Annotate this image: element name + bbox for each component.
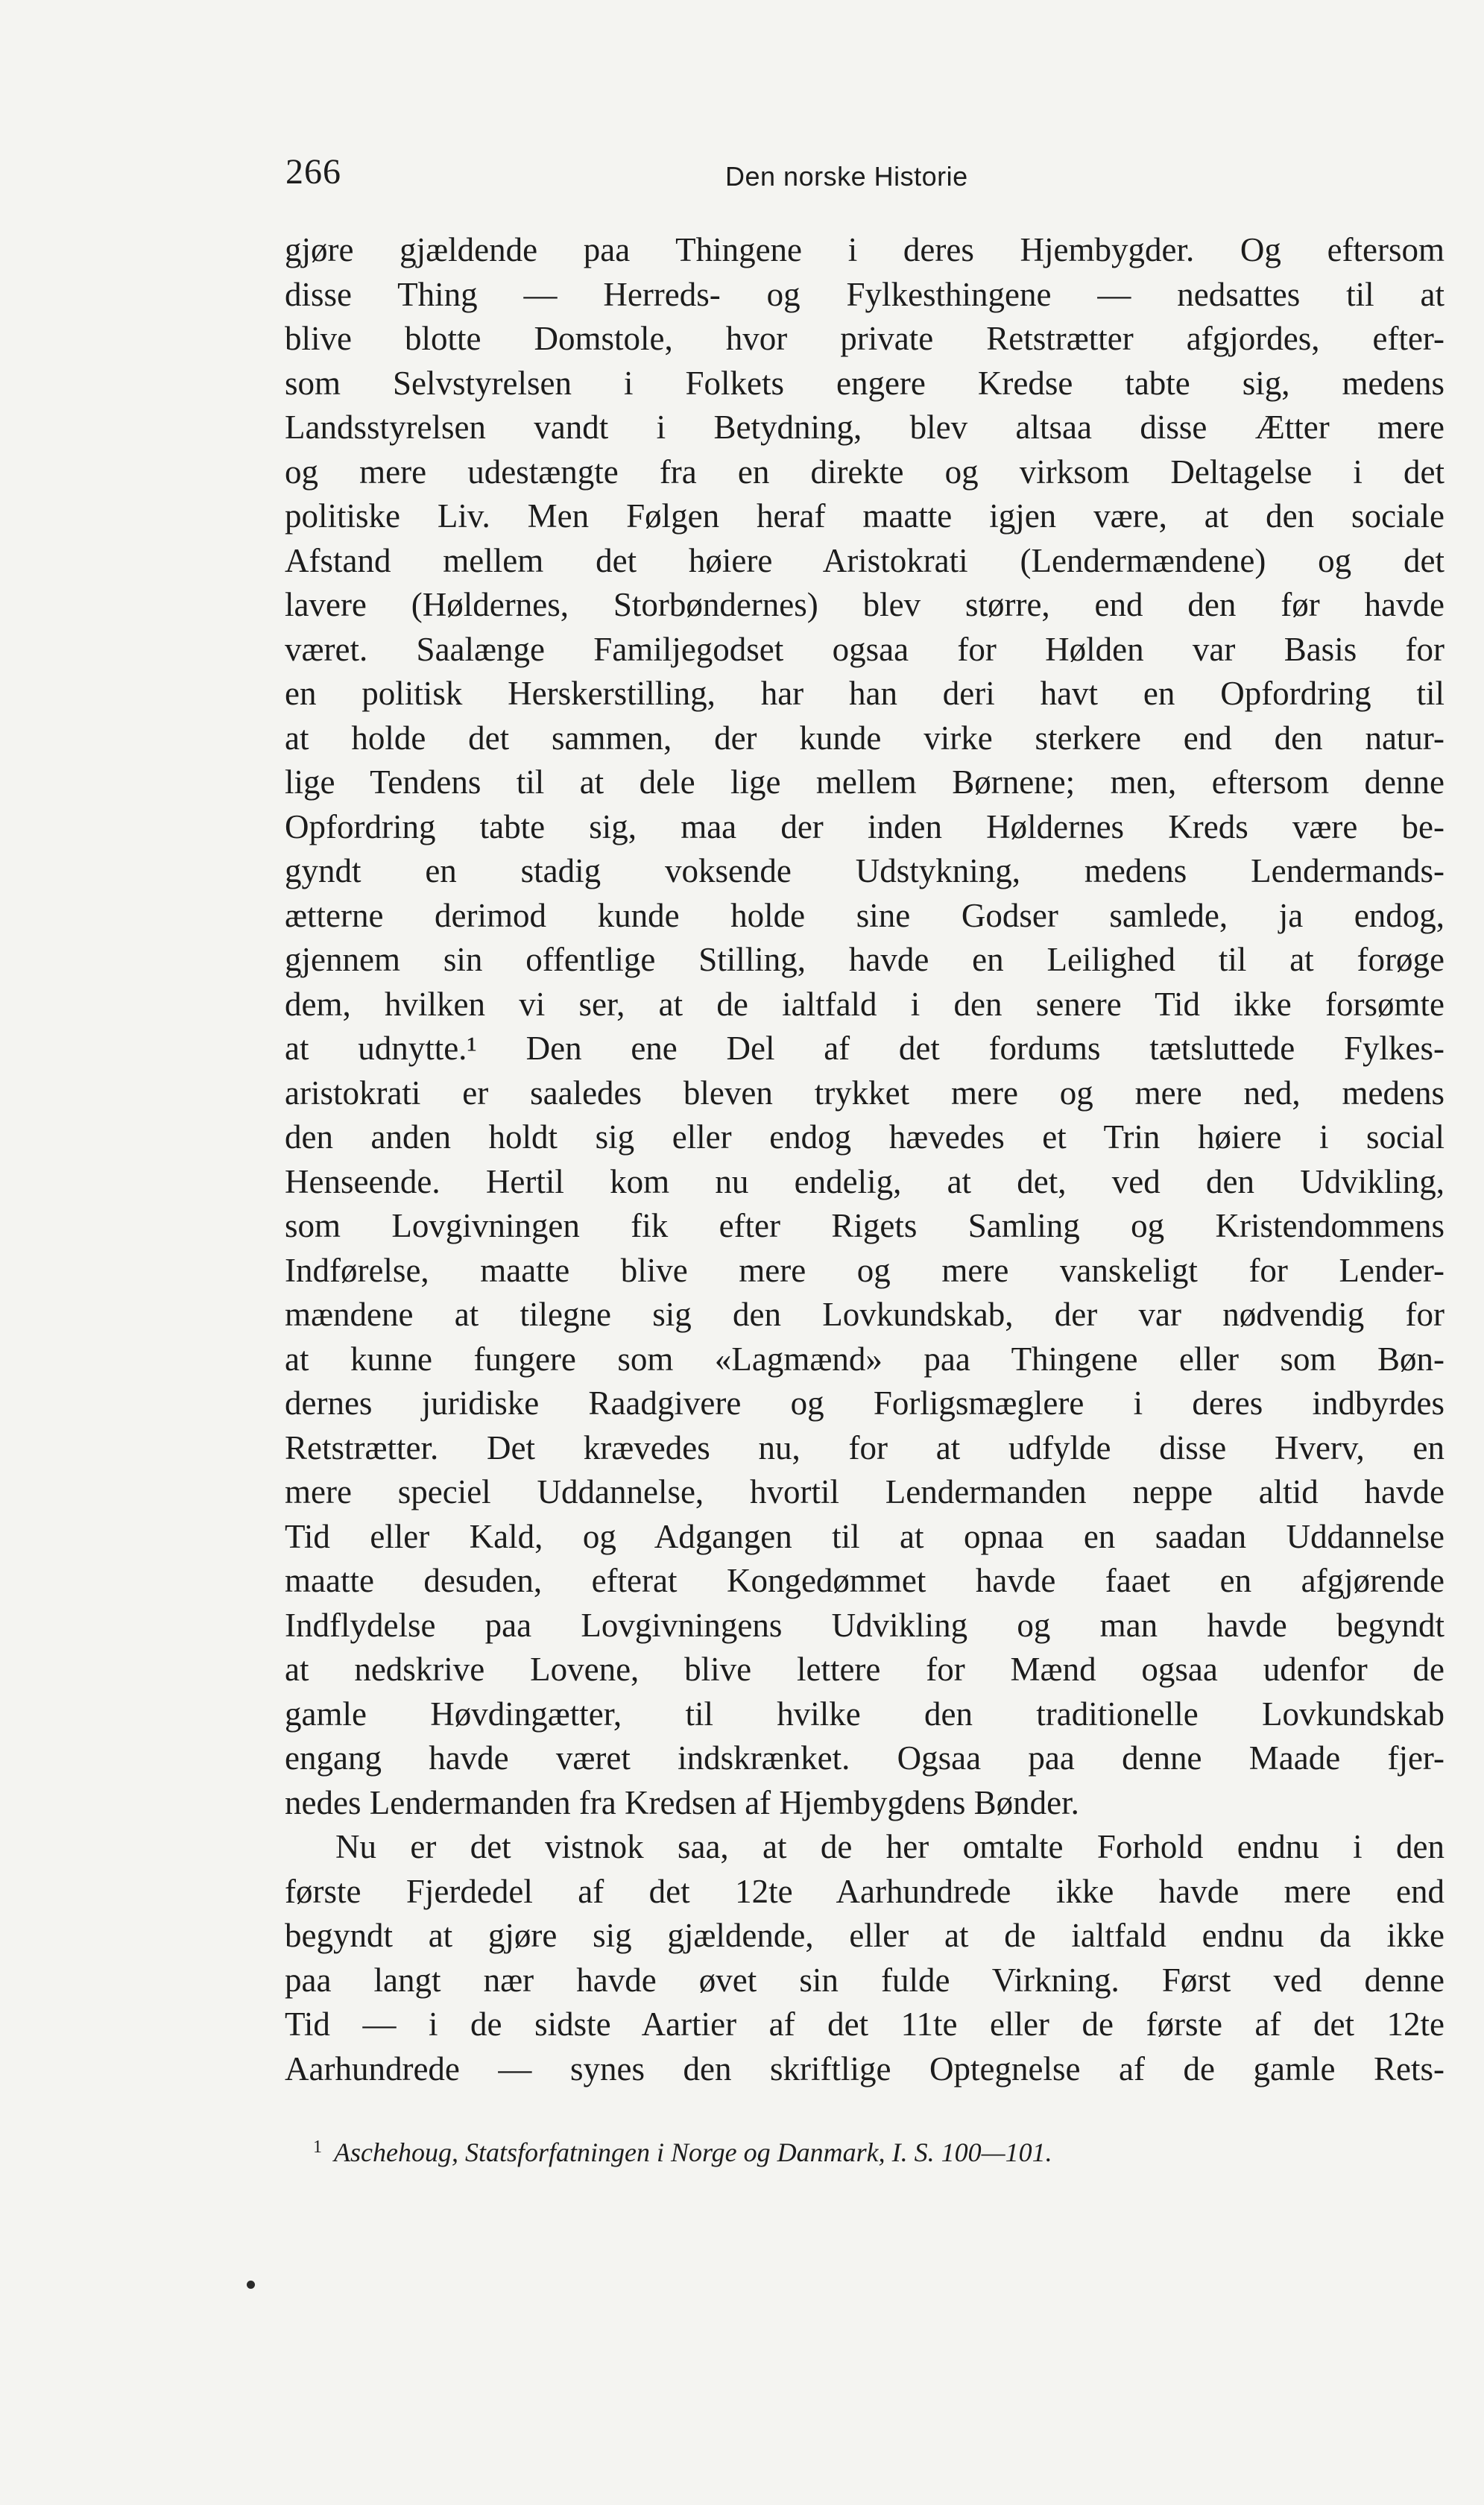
text-line: som Selvstyrelsen i Folkets engere Kredse tabte sig, medens bbox=[285, 364, 1444, 402]
text-line: gjennem sin offentlige Stilling, havde en Leilighed til at forøge bbox=[285, 941, 1444, 978]
text-line: Henseende. Hertil kom nu endelig, at det, ved den Udvikling, bbox=[285, 1162, 1444, 1200]
footnote bbox=[313, 2137, 1357, 2169]
text-line: blive blotte Domstole, hvor private Retstrætter afgjordes, efter- bbox=[285, 320, 1444, 357]
text-line: at udnytte.¹ Den ene Del af det fordums tætsluttede Fylkes- bbox=[285, 1030, 1444, 1067]
text-line: været. Saalænge Familjegodset ogsaa for Hølden var Basis for bbox=[285, 630, 1444, 668]
text-line: aristokrati er saaledes bleven trykket mere og mere ned, medens bbox=[285, 1074, 1444, 1112]
text-line: at nedskrive Lovene, blive lettere for Mænd ogsaa udenfor de bbox=[285, 1651, 1444, 1688]
text-line: som Lovgivningen fik efter Rigets Samling og Kristendommens bbox=[285, 1207, 1444, 1244]
page-number: 266 bbox=[285, 152, 341, 192]
text-line: gjøre gjældende paa Thingene i deres Hjembygder. Og eftersom bbox=[285, 231, 1444, 268]
text-line: Retstrætter. Det krævedes nu, for at udfylde disse Hverv, en bbox=[285, 1428, 1444, 1466]
text-line: maatte desuden, efterat Kongedømmet havde faaet en afgjørende bbox=[285, 1562, 1444, 1599]
text-line: Tid eller Kald, og Adgangen til at opnaa en saadan Uddannelse bbox=[285, 1517, 1444, 1555]
text-line: begyndt at gjøre sig gjældende, eller at de ialtfald endnu da ikke bbox=[285, 1917, 1444, 1954]
text-line: engang havde været indskrænket. Ogsaa paa denne Maade fjer- bbox=[285, 1739, 1444, 1777]
body-text bbox=[285, 228, 1444, 2091]
text-line: Indførelse, maatte blive mere og mere vanskeligt for Lender- bbox=[285, 1251, 1444, 1289]
text-line: første Fjerdedel af det 12te Aarhundrede ikke havde mere end bbox=[285, 1872, 1444, 1910]
text-line: en politisk Herskerstilling, har han deri havt en Opfordring til bbox=[285, 675, 1444, 712]
text-line: paa langt nær havde øvet sin fulde Virkning. Først ved denne bbox=[285, 1961, 1444, 1999]
running-title: Den norske Historie bbox=[725, 161, 968, 192]
footnote-marker: 1 bbox=[313, 2137, 322, 2157]
text-line: at kunne fungere som «Lagmænd» paa Thingene eller som Bøn- bbox=[285, 1340, 1444, 1378]
text-line: Opfordring tabte sig, maa der inden Høldernes Kreds være be- bbox=[285, 807, 1444, 845]
footnote-text: Aschehoug, Statsforfatningen i Norge og Danmark, I. S. 100—101. bbox=[334, 2137, 1052, 2167]
stray-mark bbox=[247, 2281, 255, 2289]
text-line: den anden holdt sig eller endog hævedes et Trin høiere i social bbox=[285, 1118, 1444, 1156]
text-line: ætterne derimod kunde holde sine Godser samlede, ja endog, bbox=[285, 896, 1444, 934]
text-line: Nu er det vistnok saa, at de her omtalte Forhold endnu i den bbox=[335, 1828, 1444, 1865]
text-line: politiske Liv. Men Følgen heraf maatte igjen være, at den sociale bbox=[285, 497, 1444, 535]
text-line: at holde det sammen, der kunde virke sterkere end den natur- bbox=[285, 719, 1444, 757]
text-line: lavere (Høldernes, Storbøndernes) blev større, end den før havde bbox=[285, 586, 1444, 623]
text-line: disse Thing — Herreds- og Fylkesthingene — nedsattes til at bbox=[285, 275, 1444, 313]
text-line: dem, hvilken vi ser, at de ialtfald i den senere Tid ikke forsømte bbox=[285, 985, 1444, 1023]
text-line: gamle Høvdingætter, til hvilke den traditionelle Lovkundskab bbox=[285, 1695, 1444, 1733]
text-line: mændene at tilegne sig den Lovkundskab, der var nødvendig for bbox=[285, 1296, 1444, 1333]
text-line: Aarhundrede — synes den skriftlige Optegnelse af de gamle Rets- bbox=[285, 2049, 1444, 2088]
text-line: gyndt en stadig voksende Udstykning, medens Lendermands- bbox=[285, 852, 1444, 889]
text-line: Landsstyrelsen vandt i Betydning, blev altsaa disse Ætter mere bbox=[285, 409, 1444, 446]
text-line: nedes Lendermanden fra Kredsen af Hjembygdens Bønder. bbox=[285, 1783, 1079, 1821]
text-line: mere speciel Uddannelse, hvortil Lendermanden neppe altid havde bbox=[285, 1473, 1444, 1510]
text-line: dernes juridiske Raadgivere og Forligsmæglere i deres indbyrdes bbox=[285, 1384, 1444, 1422]
text-line: lige Tendens til at dele lige mellem Børnene; men, eftersom denne bbox=[285, 763, 1444, 801]
text-line: Tid — i de sidste Aartier af det 11te eller de første af det 12te bbox=[285, 2005, 1444, 2043]
text-line: Indflydelse paa Lovgivningens Udvikling og man havde begyndt bbox=[285, 1606, 1444, 1644]
text-line: og mere udestængte fra en direkte og virksom Deltagelse i det bbox=[285, 453, 1444, 491]
text-line: Afstand mellem det høiere Aristokrati (Lendermændene) og det bbox=[285, 541, 1444, 579]
